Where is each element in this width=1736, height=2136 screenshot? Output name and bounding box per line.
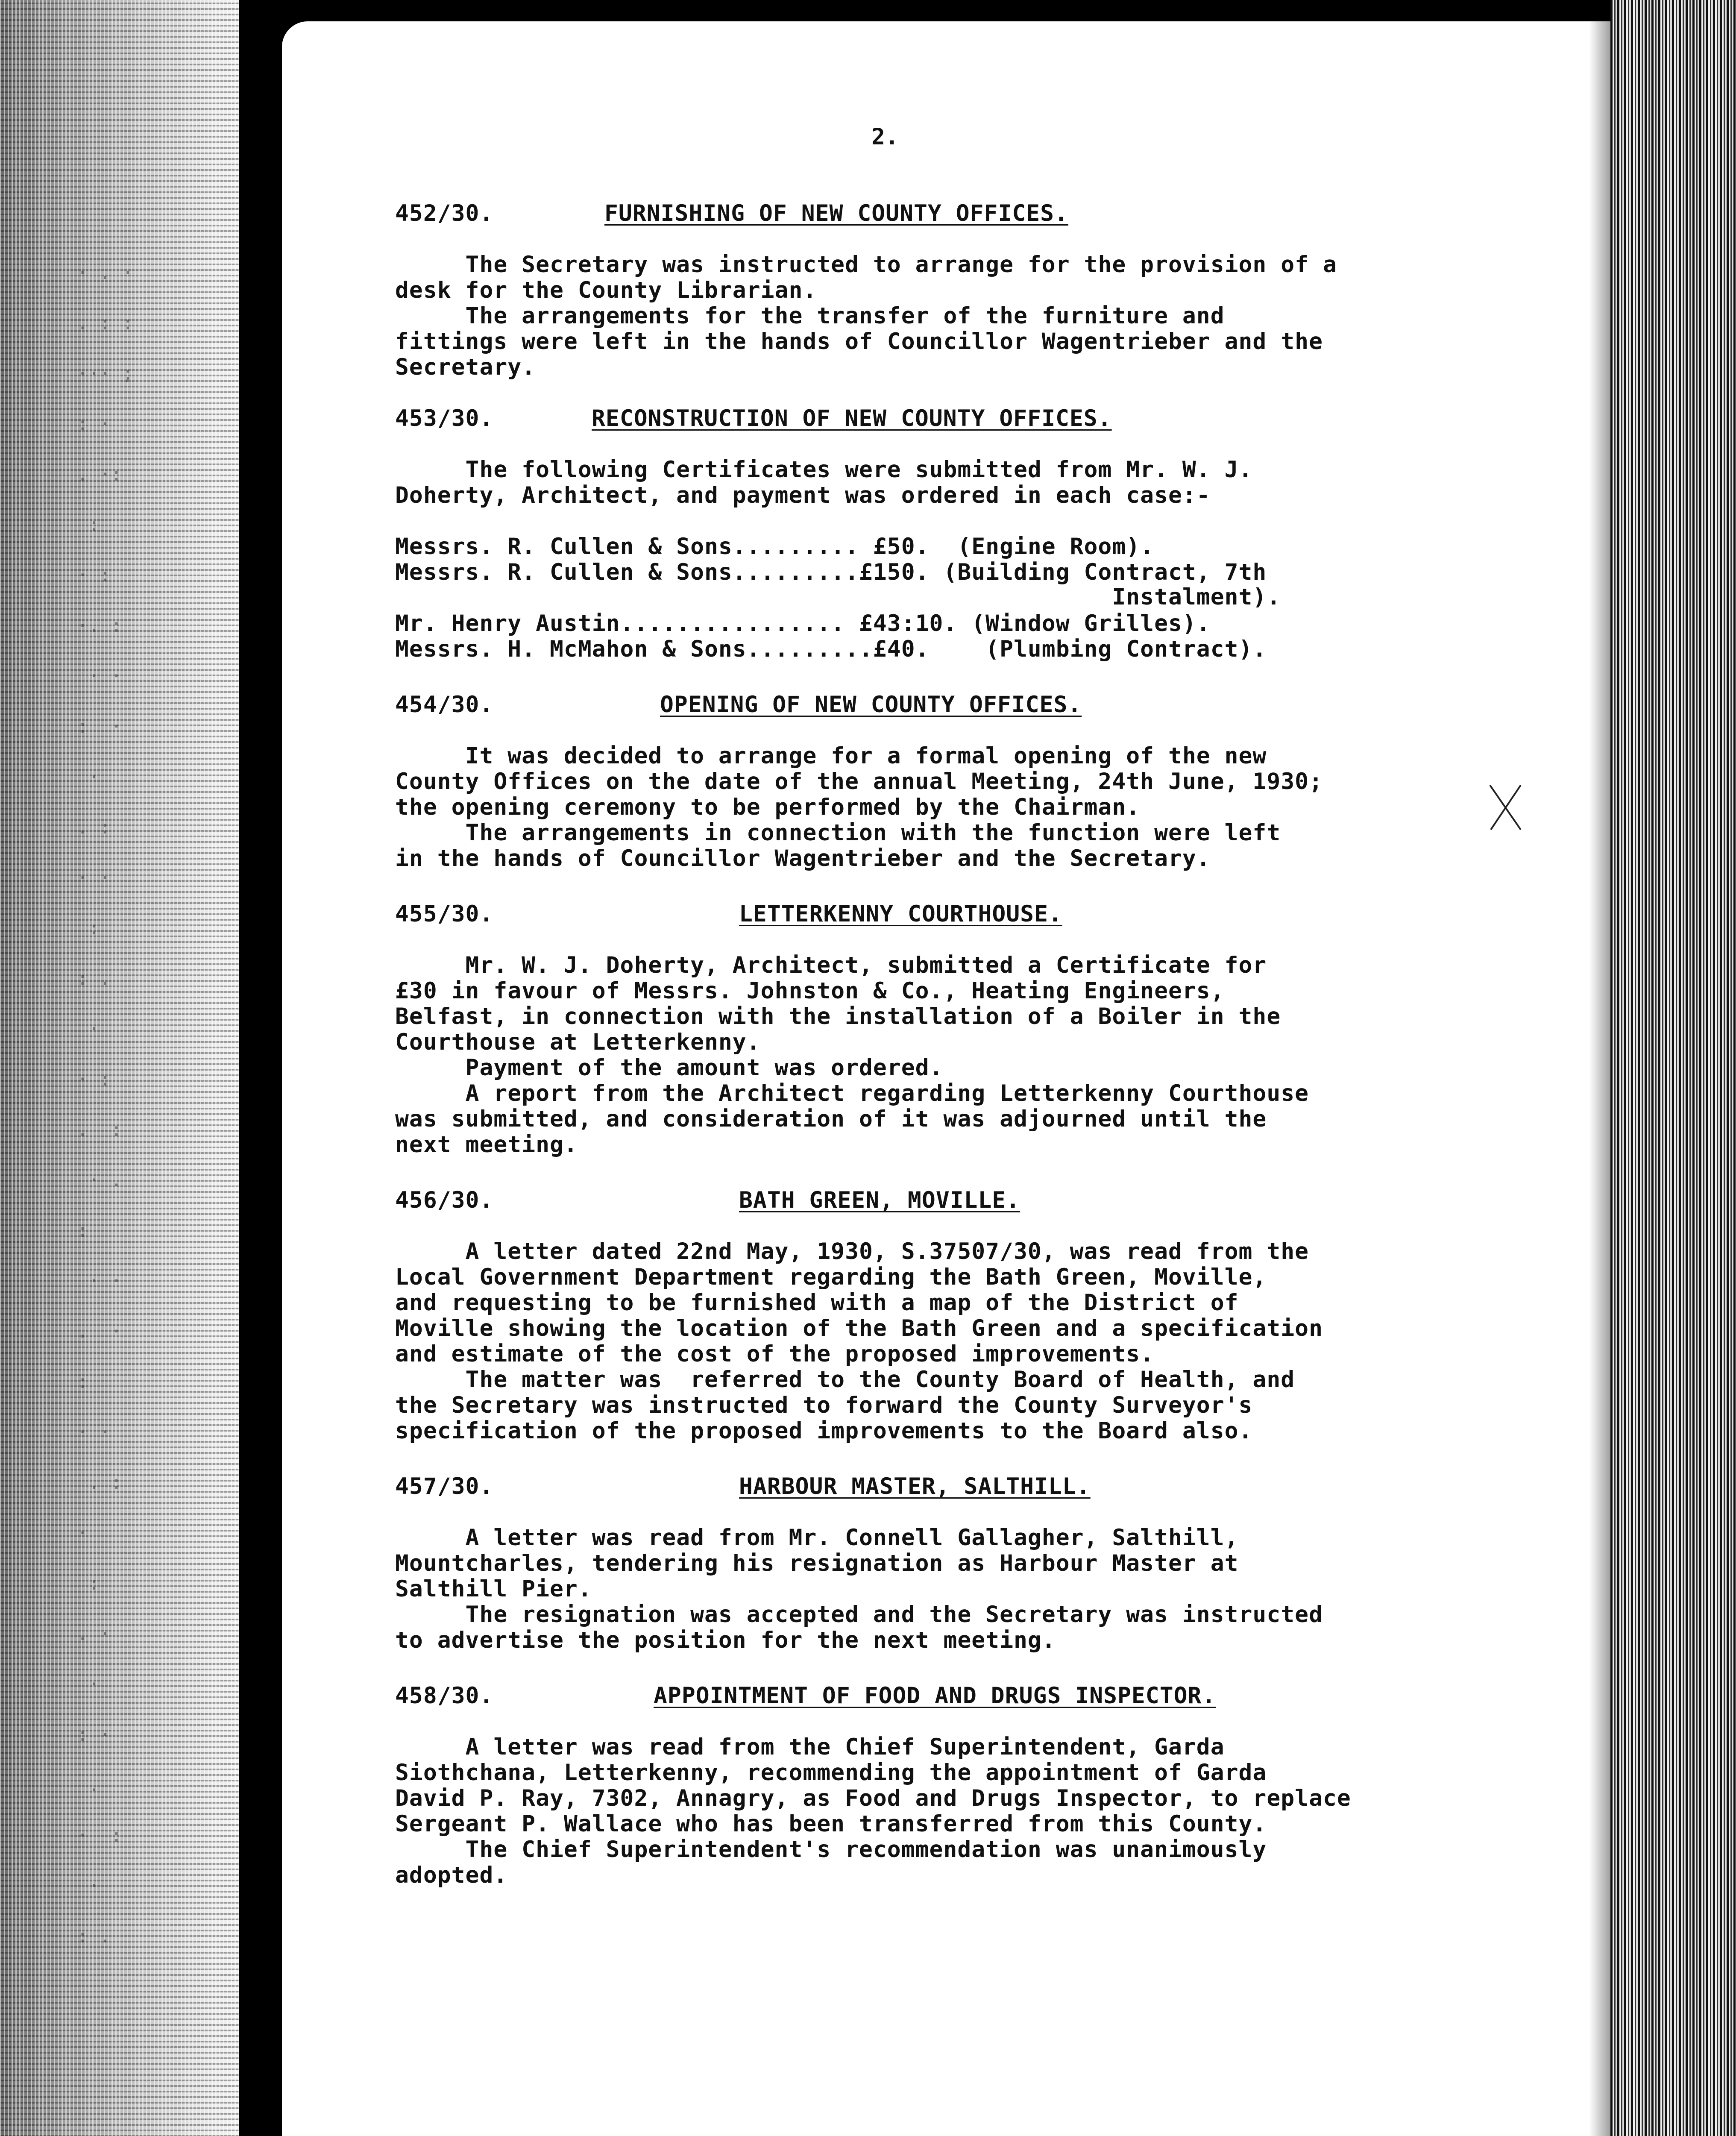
section-body-line: specification of the proposed improvements to the Board also. (395, 1418, 1253, 1444)
section-body-line: Mr. W. J. Doherty, Architect, submitted a Certificate for (395, 952, 1267, 978)
section-ref-454: 454/30. (395, 692, 494, 718)
section-body-line: was submitted, and consideration of it was adjourned until the (395, 1106, 1267, 1132)
previous-page-edge-fragments: · . · . : : ··· ; : · . ·: : · : ·. : · · : · · . : · · : : . · · : . : · . : · · . · : · · . : · : . · · : · . · : · : . (77, 262, 134, 1947)
section-title-456: BATH GREEN, MOVILLE. (739, 1187, 1020, 1213)
section-body-line: in the hands of Councillor Wagentrieber and the Secretary. (395, 845, 1211, 871)
section-title-452: FURNISHING OF NEW COUNTY OFFICES. (604, 200, 1068, 226)
page-number: 2. (871, 124, 899, 150)
section-body-line: A letter dated 22nd May, 1930, S.37507/30, was read from the (395, 1238, 1309, 1265)
section-body-line: the opening ceremony to be performed by the Chairman. (395, 794, 1141, 820)
section-body-line: Salthill Pier. (395, 1576, 592, 1602)
section-body-line: David P. Ray, 7302, Annagry, as Food and Drugs Inspector, to replace (395, 1785, 1351, 1811)
section-title-458: APPOINTMENT OF FOOD AND DRUGS INSPECTOR. (654, 1683, 1216, 1709)
payment-line: Mr. Henry Austin................ £43:10. (Window Grilles). (395, 610, 1211, 637)
section-body-line: Secretary. (395, 354, 536, 380)
section-body-line: The matter was referred to the County Board of Health, and (395, 1367, 1295, 1393)
section-body-line: Belfast, in connection with the installation of a Boiler in the (395, 1003, 1281, 1030)
section-title-454: OPENING OF NEW COUNTY OFFICES. (660, 692, 1082, 718)
section-body-line: and requesting to be furnished with a map of the District of (395, 1290, 1239, 1316)
section-body-line: Mountcharles, tendering his resignation as Harbour Master at (395, 1550, 1239, 1576)
section-title-457: HARBOUR MASTER, SALTHILL. (739, 1473, 1091, 1499)
section-body-line: The resignation was accepted and the Secretary was instructed (395, 1602, 1323, 1628)
section-ref-453: 453/30. (395, 405, 494, 431)
section-body-line: the Secretary was instructed to forward the County Surveyor's (395, 1392, 1253, 1418)
payment-line: Messrs. H. McMahon & Sons.........£40. (Plumbing Contract). (395, 636, 1267, 662)
section-body-line: next meeting. (395, 1132, 578, 1158)
section-body-line: Courthouse at Letterkenny. (395, 1029, 761, 1055)
section-body-line: The arrangements in connection with the function were left (395, 820, 1281, 846)
section-body-line: It was decided to arrange for a formal opening of the new (395, 743, 1267, 769)
section-body-line: adopted. (395, 1862, 508, 1888)
section-body-line: fittings were left in the hands of Councillor Wagentrieber and the (395, 329, 1323, 355)
left-binding-edge (0, 0, 239, 2136)
section-body-line: The following Certificates were submitted from Mr. W. J. (395, 457, 1253, 483)
section-body-line: Local Government Department regarding the Bath Green, Moville, (395, 1264, 1267, 1290)
section-title-455: LETTERKENNY COURTHOUSE. (739, 901, 1062, 927)
section-body-line: to advertise the position for the next meeting. (395, 1627, 1056, 1653)
section-body-line: A letter was read from Mr. Connell Gallagher, Salthill, (395, 1525, 1239, 1551)
section-body-line: Sergeant P. Wallace who has been transferred from this County. (395, 1811, 1267, 1837)
section-body-line: The arrangements for the transfer of the furniture and (395, 303, 1225, 329)
section-body-line: The Chief Superintendent's recommendation was unanimously (395, 1837, 1267, 1863)
section-body-line: Siothchana, Letterkenny, recommending the appointment of Garda (395, 1760, 1267, 1786)
section-title-453: RECONSTRUCTION OF NEW COUNTY OFFICES. (592, 405, 1112, 431)
section-body-line: Payment of the amount was ordered. (395, 1055, 944, 1081)
payment-line: Messrs. R. Cullen & Sons......... £50. (Engine Room). (395, 534, 1155, 560)
section-ref-455: 455/30. (395, 901, 494, 927)
section-ref-458: 458/30. (395, 1683, 494, 1709)
section-body-line: Moville showing the location of the Bath Green and a specification (395, 1315, 1323, 1341)
margin-cross-mark-icon (1487, 782, 1525, 833)
section-ref-452: 452/30. (395, 200, 494, 226)
section-body-line: Doherty, Architect, and payment was ordered in each case:- (395, 482, 1211, 508)
section-ref-456: 456/30. (395, 1187, 494, 1213)
section-body-line: County Offices on the date of the annual Meeting, 24th June, 1930; (395, 769, 1323, 795)
payment-line-continuation: Instalment). (395, 584, 1281, 610)
section-body-line: The Secretary was instructed to arrange for the provision of a (395, 252, 1337, 278)
section-body-line: £30 in favour of Messrs. Johnston & Co., Heating Engineers, (395, 978, 1225, 1004)
payment-line: Messrs. R. Cullen & Sons.........£150. (Building Contract, 7th (395, 559, 1267, 585)
right-page-stack (1610, 0, 1736, 2136)
section-body-line: desk for the County Librarian. (395, 277, 817, 303)
section-ref-457: 457/30. (395, 1473, 494, 1499)
section-body-line: and estimate of the cost of the proposed improvements. (395, 1341, 1155, 1367)
section-body-line: A report from the Architect regarding Letterkenny Courthouse (395, 1080, 1309, 1106)
section-body-line: A letter was read from the Chief Superintendent, Garda (395, 1734, 1225, 1760)
